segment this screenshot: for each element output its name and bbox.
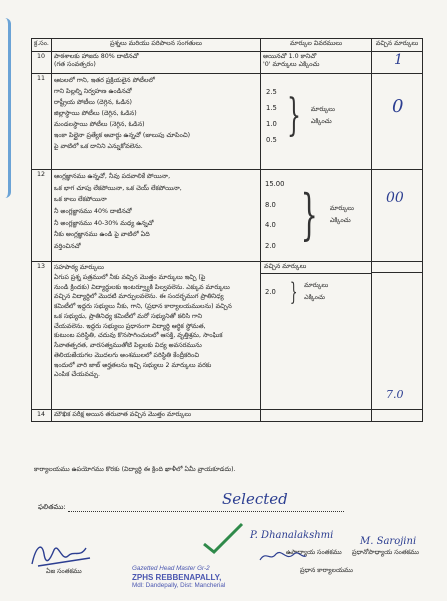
scale-value: 4.0	[265, 221, 276, 230]
row-line: జిల్లాస్థాయి పోటీలు (దెగ్గిన, ఓడిన)	[54, 110, 137, 118]
green-tick-mark	[200, 520, 246, 556]
official-stamp	[132, 565, 292, 590]
row-line: కమిటీలో ఇద్దరు సభ్యులు నీకు, గాని, (ప్రధాన కార్యాలయములను) వచ్చిన	[54, 303, 232, 310]
row-line: మౌఖిక పరీక్ష అయిన తరువాత వచ్చిన మొత్తం మార్కులు	[54, 411, 192, 418]
scale-value: 1.5	[266, 103, 277, 112]
row-line: ఆటలలో గాని, ఇతర ప్రక్రియలైన పోటీలలో	[54, 77, 155, 84]
result-handwritten: Selected	[222, 490, 288, 508]
row-line: చేయవలెను. ఇద్దరు సభ్యులు ప్రధానంగా విద్యార్థి ఆర్థిక స్థోమత,	[54, 322, 206, 330]
right-caption: ప్రధానోపాధ్యాయ సంతకము	[352, 549, 419, 556]
scale-label: ఎక్కించు	[310, 118, 332, 125]
row-line: ఏగుప ప్రశ్న పత్రములో నీకు వచ్చిన మొత్తం మార్కులు ఇచ్చి (పై	[54, 273, 206, 281]
row-line: నుండి క్రిందకు) విద్యార్థులకు ఇంటర్వ్యూకి పిల్వవలెను. ఎక్కువ మార్కులు	[54, 283, 230, 291]
row-line: నీ అంగ్లజ్ఞానము 40% దాటినచో	[54, 207, 132, 215]
header-sno: క్ర.సం.	[32, 39, 52, 52]
row-sno: 14	[32, 410, 52, 422]
row-description	[52, 262, 261, 410]
scale-line: అయినచో 1.0 కానిచో	[263, 53, 317, 60]
row-description	[52, 170, 261, 262]
row-line: ఎంపిక చేయవచ్చు.	[54, 371, 101, 379]
awarded-handwritten: 0	[392, 96, 404, 117]
office-use-note: కార్యాలయము ఉపయోగము కొరకు (విద్యార్థి ఈ క్రింది ఖాళీలో ఏమీ వ్రాయకూడదు).	[34, 466, 236, 473]
row-line: సేవాతత్పరత, వారసత్వముతోటి పిల్లలకు విద్య అవసరమును	[54, 342, 202, 349]
binder-clip-mark	[0, 18, 11, 198]
row-sno: 10	[32, 52, 52, 74]
table-row-14	[32, 410, 423, 422]
awarded-handwritten: 1	[394, 52, 403, 68]
table-row-11	[32, 74, 423, 170]
center-caption: ఉపాధ్యాయ సంతకము	[286, 549, 342, 556]
row-awarded	[372, 170, 423, 262]
row-awarded	[372, 410, 423, 422]
brace-icon: }	[301, 183, 319, 246]
brace-icon: }	[286, 90, 301, 141]
row-line: కుటుంబ పరిస్థితి, చదువు కొనసాగించుటలో ఆసక్తి, వృత్తిశ్రమ, సాంఘిక	[54, 332, 223, 340]
signature-scribble	[258, 548, 308, 564]
row-line: పాఠశాలకు హాజరు 80% దాటినచో	[54, 53, 139, 60]
row-line: వర్తించినచో	[54, 242, 81, 250]
row-awarded	[372, 52, 423, 74]
row-scale	[261, 74, 372, 170]
stamp-line: Mdl: Dandepally, Dist: Mancherial	[132, 582, 226, 590]
table-row-13	[32, 262, 423, 410]
header-awarded: వచ్చిన మార్కులు	[372, 39, 423, 52]
row-line: మండలస్థాయి పోటీలు (నెగ్గిన, ఓడిన)	[54, 121, 145, 129]
row-description	[52, 74, 261, 170]
left-caption: ఏజ సంతకము	[46, 568, 82, 575]
scale-value: 8.0	[265, 200, 276, 209]
awarded-handwritten: 7.0	[386, 388, 404, 401]
row-sno: 11	[32, 74, 52, 170]
signature-left	[28, 536, 98, 572]
bottom-caption: ప్రధాన కార్యాలయము	[300, 567, 353, 574]
row-scale	[261, 170, 372, 262]
row-line: ఒక సభ్యుడు, ప్రాతినిధ్య కమిటీలో మరో సభ్యునితో కలిసి గాని	[54, 312, 203, 320]
row-line: పై వాటిలో ఒక దానిని ఎన్నుకోవలెను.	[54, 143, 143, 151]
row-line: రాష్ట్రీయ పోటీలు (దెగ్గిన, ఓడిన)	[54, 99, 132, 107]
scale-value: 1.0	[266, 119, 277, 128]
row-line: ఆంగ్లజ్ఞానము ఉన్నచో, నీవు పదవాలికే పోయినా,	[54, 173, 171, 180]
awarded-handwritten: 00	[386, 190, 404, 206]
row-line: (గత సంవత్సరం)	[54, 60, 96, 68]
table-header-row	[32, 39, 423, 52]
result-line	[68, 511, 344, 512]
row-line: ఇంకా పిల్లైనా ప్రత్యేక అవార్డు ఉన్నచో (జులుపు చూపించి)	[54, 132, 191, 140]
row-awarded	[372, 74, 423, 170]
stamp-line: Gazetted Head Master Gr-2	[132, 565, 210, 572]
signature-center: P. Dhanalakshmi	[250, 530, 334, 541]
row-line: ఒక భాగ చూపు లేకపోయినా, ఒక చెయ్ లేకపోయినా,	[54, 184, 182, 192]
signature-right: M. Sarojini	[360, 536, 417, 547]
row-line: ఇందులో వారి జాబ్ అర్హతలను ఇచ్చి సభ్యులు 2 మార్కులు వరకు	[54, 361, 212, 369]
row-line: ఒక కాలు లేకపోయినా	[54, 196, 107, 204]
row-scale	[261, 52, 372, 74]
result-label: ఫలితము:	[38, 503, 66, 511]
scale-label: ఎక్కించు	[329, 217, 351, 224]
row-line: వచ్చిన విద్యార్థిలో మొదటి మార్పులవలెను. ఈ సందర్భముగ ప్రాతినిధ్య	[54, 293, 224, 301]
row-line: నీ అంగ్లజ్ఞానము 40-30% మధ్య ఉన్నచో	[54, 219, 154, 227]
row-line: తెలియజేయగల మొదలగు అంశములలో పరిస్థితి కేంద్రీకరించి	[54, 351, 200, 359]
row-sno: 12	[32, 170, 52, 262]
scale-label: మార్కులు	[304, 282, 329, 290]
brace-icon: }	[289, 278, 298, 306]
stamp-line: ZPHS REBBENAPALLY,	[132, 572, 222, 582]
header-scale: మార్కుల వివరములు	[261, 39, 372, 52]
scale-line: '0' మార్కులు ఎక్కించు	[263, 60, 320, 68]
row-line: నీకు అంగ్లజ్ఞానము ఉండి పై వాటిలో ఏది	[54, 231, 150, 239]
row-awarded	[372, 262, 423, 410]
scale-label: మార్కులు	[310, 106, 335, 114]
scale-value: 2.0	[265, 287, 276, 296]
scale-value: 15.00	[265, 180, 285, 188]
row-sno: 13	[32, 262, 52, 410]
table-row-10	[32, 52, 423, 74]
scale-label: ఎక్కించు	[304, 294, 325, 301]
scale-value: 0.5	[266, 135, 277, 144]
table-row-12	[32, 170, 423, 262]
row-description	[52, 410, 261, 422]
row-scale	[261, 410, 372, 422]
scale-value: 2.5	[266, 88, 277, 96]
scale-subheader: వచ్చిన మార్కులు	[261, 262, 371, 274]
header-description: ప్రశ్నలు మరియు పరిపాలన సంగతులు	[52, 39, 261, 52]
scale-value: 2.0	[265, 241, 276, 250]
row-description	[52, 52, 261, 74]
marks-table	[31, 38, 423, 422]
row-line: గాని పిల్లల్ని నిర్వహణ ఉండినచో	[54, 88, 132, 96]
row-line: సహపాఠ్య మార్కులు	[54, 264, 104, 271]
row-scale	[261, 262, 372, 410]
scale-label: మార్కులు	[329, 205, 354, 213]
